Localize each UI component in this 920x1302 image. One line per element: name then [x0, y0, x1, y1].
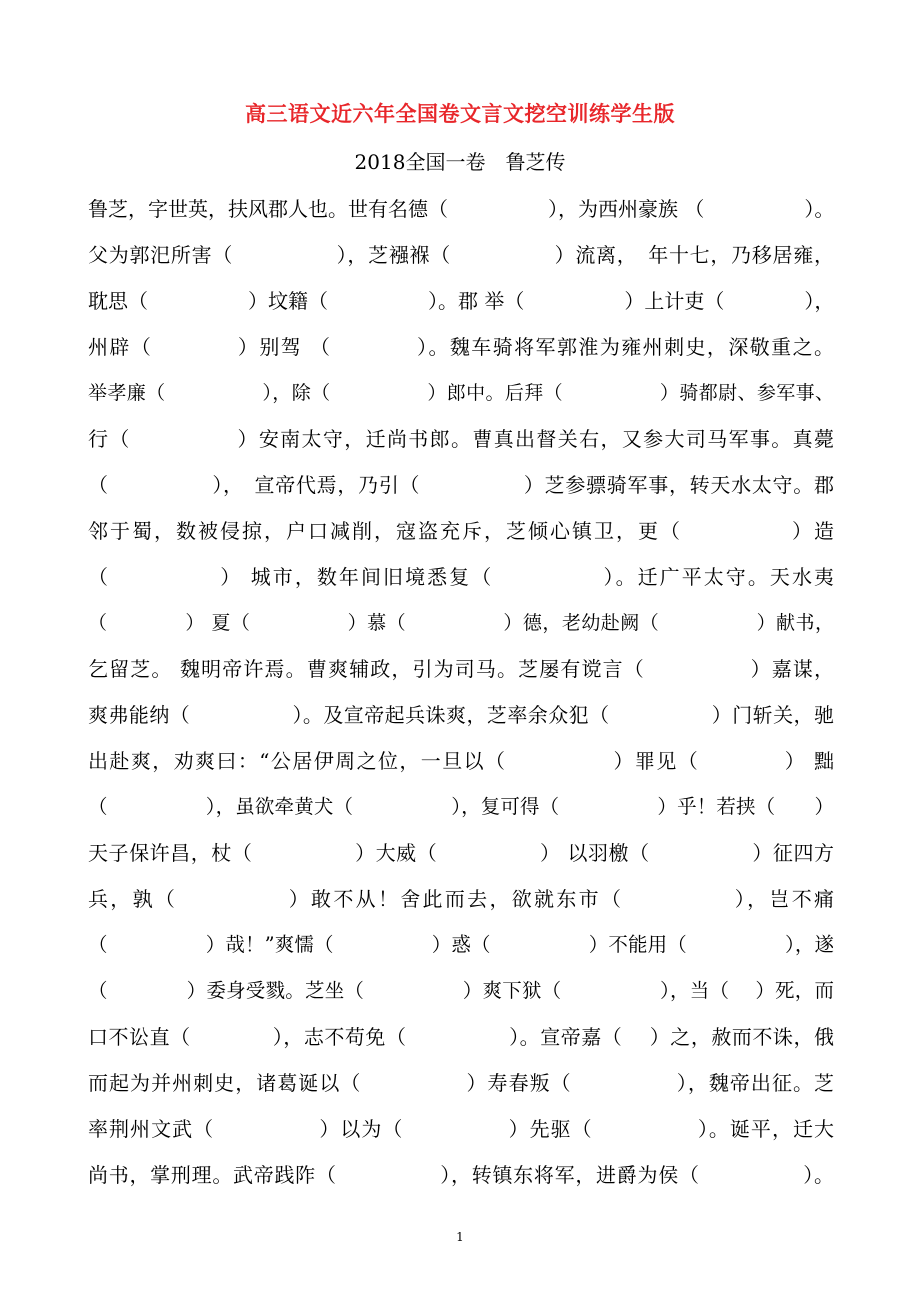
- passage-line: 州辟（ ）别驾 （ ）。魏车骑将军郭淮为雍州刺史，深敬重之。: [88, 335, 834, 359]
- document-subtitle: 2018全国一卷 鲁芝传: [354, 150, 566, 174]
- passage-line: 出赴爽，劝爽曰：“公居伊周之位，一旦以（ ）罪见（ ） 黜: [88, 749, 834, 773]
- passage-line: 举孝廉（ ），除（ ）郎中。后拜（ ）骑都尉、参军事、: [88, 382, 834, 404]
- passage-line: 父为郭汜所害（ ），芝襁褓（ ）流离， 年十七，乃移居雍，: [88, 243, 834, 267]
- passage-line: （ ），虽欲牵黄犬（ ），复可得（ ）乎！若挟（ ）: [88, 795, 834, 818]
- passage-line: 鲁芝，字世英，扶风郡人也。世有名德（ ），为西州豪族 （ ）。: [88, 197, 834, 221]
- passage-line: 邻于蜀，数被侵掠，户口减削，寇盗充斥，芝倾心镇卫，更（ ）造: [88, 519, 834, 543]
- passage-line: （ ） 城市，数年间旧境悉复（ ）。迁广平太守。天水夷: [88, 565, 834, 589]
- passage-line: （ ）委身受戮。芝坐（ ）爽下狱（ ），当（ ）死，而: [88, 979, 834, 1002]
- passage-line: 率荆州文武（ ）以为（ ）先驱（ ）。诞平，迁大: [88, 1117, 834, 1141]
- page-number: 1: [456, 1230, 464, 1244]
- passage-line: （ ）哉！”爽懦（ ）惑（ ）不能用（ ），遂: [88, 933, 834, 956]
- passage-line: 乞留芝。 魏明帝许焉。曹爽辅政，引为司马。芝屡有谠言（ ）嘉谋，: [88, 657, 834, 681]
- passage-line: 爽弗能纳（ ）。及宣帝起兵诛爽，芝率余众犯（ ）门斩关，驰: [88, 703, 834, 727]
- passage-line: 耽思（ ）坟籍（ ）。郡 举（ ）上计吏（ ），: [88, 289, 834, 313]
- passage-text: [88, 186, 834, 1198]
- passage-line: 而起为并州刺史，诸葛诞以（ ）寿春叛（ ），魏帝出征。芝: [88, 1071, 834, 1095]
- passage-line: 天子保许昌，杖（ ）大威（ ） 以羽檄（ ）征四方: [88, 841, 834, 865]
- passage-line: 兵，孰（ ）敢不从！舍此而去，欲就东市（ ），岂不痛: [88, 887, 834, 911]
- passage-line: （ ） 夏（ ）慕（ ）德，老幼赴阙（ ）献书，: [88, 612, 834, 634]
- passage-line: 行（ ）安南太守，迁尚书郎。曹真出督关右，又参大司马军事。真薨: [88, 427, 834, 451]
- passage-line: 尚书，掌刑理。武帝践阼（ ），转镇东将军，进爵为侯（ ）。: [88, 1163, 834, 1187]
- document-title: 高三语文近六年全国卷文言文挖空训练学生版: [245, 101, 675, 126]
- passage-line: （ ）， 宣帝代焉，乃引（ ）芝参骠骑军事，转天水太守。郡: [88, 473, 834, 497]
- passage-line: 口不讼直（ ），志不苟免（ ）。宣帝嘉（ ）之，赦而不诛，俄: [88, 1025, 834, 1049]
